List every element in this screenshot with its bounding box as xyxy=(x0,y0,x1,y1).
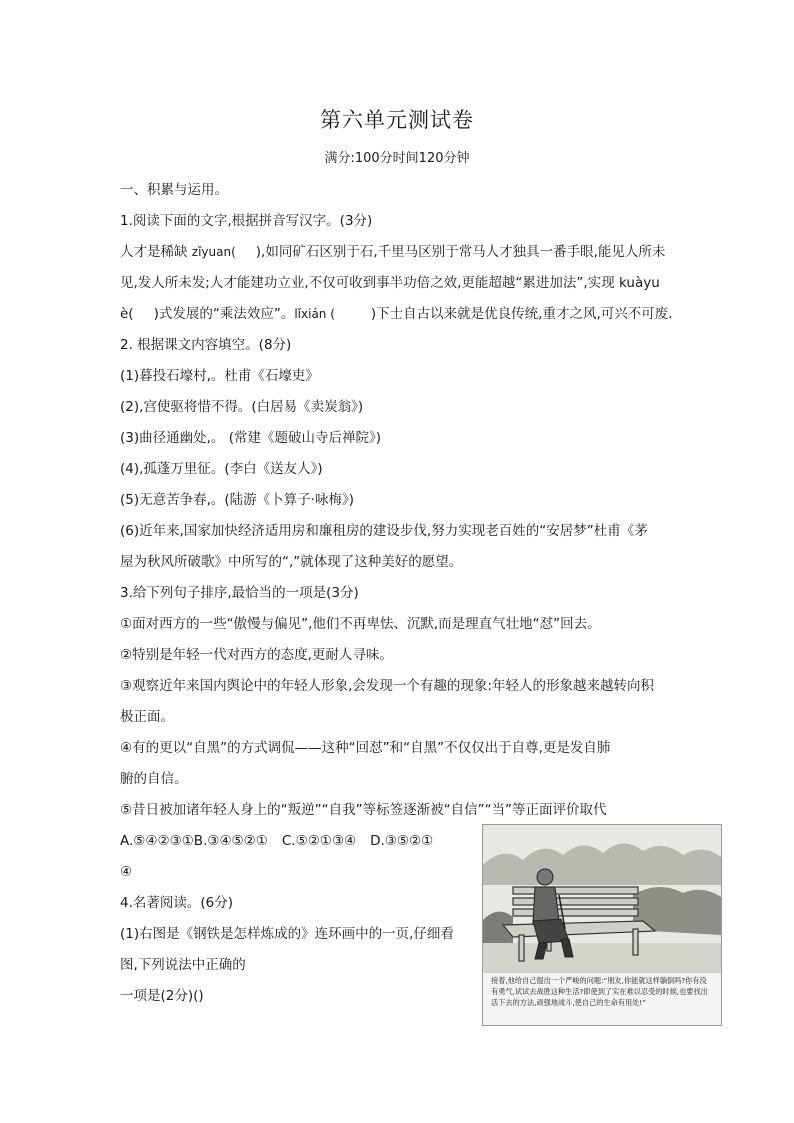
q1-pinyin: zǐyuan( xyxy=(191,245,236,259)
q1-text: )式发展的“乘法效应”。 xyxy=(153,306,295,322)
q3-sentence: ④有的更以“自黑”的方式调侃——这种“回怼”和“自黑”不仅仅出于自尊,更是发自肺 xyxy=(120,740,611,756)
section-heading: 一、积累与运用。 xyxy=(120,182,228,198)
q4-prompt: 4.名著阅读。(6分) xyxy=(120,895,234,911)
page-subtitle: 满分:100分时间120分钟 xyxy=(324,151,470,166)
q4-sub1: (1)右图是《钢铁是怎样炼成的》连环画中的一页,仔细看 xyxy=(120,926,454,942)
q3-sentence: 腑的自信。 xyxy=(120,771,188,787)
q4-sub1: 图,下列说法中正确的 xyxy=(120,957,246,973)
q2-item: (2),宫使驱将惜不得。(白居易《卖炭翁》) xyxy=(120,399,364,415)
q2-prompt: 2. 根据课文内容填空。(8分) xyxy=(120,337,292,353)
option-ab[interactable]: A.⑤④②③①B.③④⑤②① xyxy=(120,833,268,849)
q4-sub1: 一项是(2分)() xyxy=(120,988,204,1004)
page-title: 第六单元测试卷 xyxy=(320,108,474,132)
q3-sentence: ③观察近年来国内舆论中的年轻人形象,会发现一个有趣的现象:年轻人的形象越来越转向积 xyxy=(120,678,654,694)
q1-text-line xyxy=(120,237,682,268)
q2-item: (4),孤蓬万里征。(李白《送友人》) xyxy=(120,461,323,477)
q1-text-line xyxy=(120,299,682,330)
q3-sentence: ②特别是年轻一代对西方的态度,更耐人寻味。 xyxy=(120,647,393,663)
q2-item: (6)近年来,国家加快经济适用房和廉租房的建设步伐,努力实现老百姓的“安居梦”杜甫《茅 xyxy=(120,523,648,539)
option-c[interactable]: C.⑤②①③④ xyxy=(281,833,357,849)
park-bench-drawing xyxy=(483,825,721,973)
q1-text: è( xyxy=(120,306,134,322)
q1-text: )下士自古以来就是优良传统,重才之风,可兴不可废. xyxy=(370,306,673,322)
q1-prompt: 1.阅读下面的文字,根据拼音写汉字。(3分) xyxy=(120,213,373,229)
q1-text-line: 见,发人所未发;人才能建功立业,不仅可收到事半功倍之效,更能超越“累进加法”,实现 kuàyu xyxy=(120,275,660,291)
q1-pinyin: lǐxián ( xyxy=(294,307,335,321)
q3-option-tail: ④ xyxy=(120,864,133,880)
q3-prompt: 3.给下列句子排序,最恰当的一项是(3分) xyxy=(120,585,359,601)
comic-illustration xyxy=(482,824,722,1026)
q1-text: 人才是稀缺 xyxy=(120,244,192,260)
comic-caption: 接着,他给自己提出一个严峻的问题:“朋友,你能就这样躺倒吗?你有没有勇气,试试去战胜这种生活?即使到了实在难以忍受的时候,也要找出活下去的方法,顽强地战斗,使自己的生命有用处!” xyxy=(491,976,708,1007)
q1-text: ),如同矿石区别于石,千里马区别于常马人才独具一番手眼,能见人所未 xyxy=(255,244,666,260)
q2-item: (5)无意苦争春,。(陆游《卜算子·咏梅》) xyxy=(120,492,354,508)
q2-item: 屋为秋风所破歌》中所写的“,”就体现了这种美好的愿望。 xyxy=(120,554,463,570)
q2-item: (1)暮投石壕村,。杜甫《石壕吏》 xyxy=(120,368,319,384)
q3-sentence: 极正面。 xyxy=(120,709,174,725)
q3-sentence: ⑤昔日被加诸年轻人身上的“叛逆”“自我”等标签逐渐被“自信”“当”等正面评价取代 xyxy=(120,802,607,818)
q3-sentence: ①面对西方的一些“傲慢与偏见”,他们不再卑怯、沉默,而是理直气壮地“怼”回去。 xyxy=(120,616,601,632)
q2-item: (3)曲径通幽处,。 (常建《题破山寺后禅院》) xyxy=(120,430,381,446)
option-d[interactable]: D.③⑤②① xyxy=(370,833,434,849)
